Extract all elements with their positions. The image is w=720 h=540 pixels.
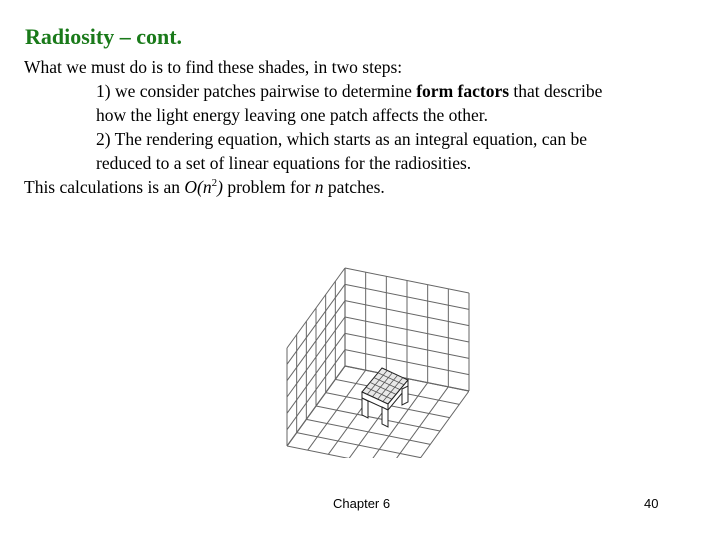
intro-line: What we must do is to find these shades, in two steps:: [24, 57, 403, 77]
step1-text-pre: 1) we consider patches pairwise to determine: [96, 81, 417, 101]
step2-line2: reduced to a set of linear equations for the radiosities.: [96, 153, 472, 173]
slide-body: [24, 55, 704, 199]
footer-chapter: Chapter 6: [333, 496, 391, 511]
complexity-pre: This calculations is an: [24, 177, 185, 197]
floor-grid-line: [411, 391, 469, 458]
room-grid-with-table-icon: [270, 258, 480, 458]
footer-page-number: 40: [644, 496, 659, 511]
big-o-open: O(n: [184, 177, 212, 197]
step1-line2: how the light energy leaving one patch affects the other.: [96, 105, 489, 125]
n-variable: n: [314, 177, 324, 197]
slide-title: Radiosity – cont.: [25, 24, 183, 49]
step1-text-post: that describe: [509, 81, 603, 101]
complexity-mid: problem for: [222, 177, 315, 197]
big-o-exponent: 2: [211, 177, 218, 190]
complexity-post: patches.: [323, 177, 385, 197]
room-illustration: [270, 258, 480, 458]
form-factors-term: form factors: [416, 81, 510, 101]
floor-grid-line: [297, 433, 421, 458]
complexity-line: [24, 175, 704, 199]
step1-line1: [24, 79, 704, 103]
table-leg: [402, 386, 408, 405]
table-leg: [362, 398, 368, 418]
floor-grid-line: [306, 419, 430, 444]
step2-line1: 2) The rendering equation, which starts as an integral equation, can be: [96, 129, 587, 149]
big-o-close: ): [217, 177, 223, 197]
table-leg: [382, 407, 388, 427]
